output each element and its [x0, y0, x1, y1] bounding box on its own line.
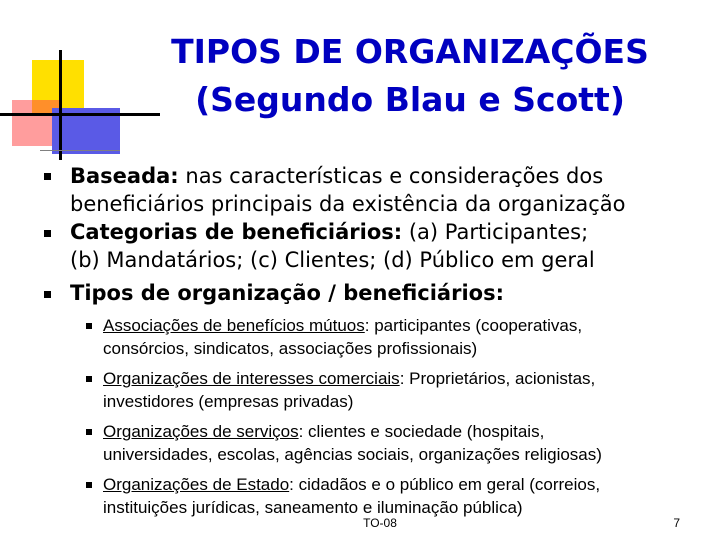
subbullet-2-text-cont: investidores (empresas privadas) — [103, 392, 354, 411]
bullet-1-text-cont: beneficiários principais da existência da organização — [70, 192, 626, 216]
bullet-2-text: (a) Participantes; — [402, 220, 589, 244]
subbullet-3-term: Organizações de serviços — [103, 422, 299, 441]
decor-vertical-line — [59, 50, 62, 160]
subbullet-marker — [86, 429, 92, 435]
subbullet-4-term: Organizações de Estado — [103, 475, 290, 494]
subbullet-1-text: : participantes (cooperativas, — [364, 316, 583, 335]
subbullet-3-text: : clientes e sociedade (hospitais, — [298, 422, 545, 441]
subbullet-4-text-cont: instituições jurídicas, saneamento e iluminação pública) — [103, 498, 523, 517]
bullet-marker — [44, 230, 51, 237]
bullet-1-text: nas características e considerações dos — [178, 164, 604, 188]
subbullet-1 — [103, 314, 703, 360]
footer-label: TO-08 — [363, 516, 397, 530]
subbullet-marker — [86, 482, 92, 488]
subbullet-marker — [86, 376, 92, 382]
bullet-marker — [44, 173, 51, 180]
subbullet-1-term: Associações de benefícios mútuos — [103, 316, 365, 335]
subbullet-4 — [103, 473, 703, 519]
bullet-3 — [70, 279, 710, 307]
page-number: 7 — [673, 516, 680, 530]
subbullet-4-text: : cidadãos e o público em geral (correios, — [289, 475, 601, 494]
subbullet-1-text-cont: consórcios, sindicatos, associações profissionais) — [103, 339, 478, 358]
subbullet-2-text: : Proprietários, acionistas, — [399, 369, 596, 388]
slide-title — [130, 28, 690, 124]
subbullet-marker — [86, 323, 92, 329]
bullet-3-bold: Tipos de organização / beneficiários: — [70, 281, 504, 305]
bullet-1-bold: Baseada: — [70, 164, 179, 188]
subbullet-3 — [103, 420, 703, 466]
bullet-2 — [70, 218, 710, 274]
subbullet-2-term: Organizações de interesses comerciais — [103, 369, 400, 388]
title-line-1: TIPOS DE ORGANIZAÇÕES — [171, 32, 649, 71]
bullet-2-bold: Categorias de beneficiários: — [70, 220, 403, 244]
decor-thin-line — [40, 150, 120, 151]
subbullet-2 — [103, 367, 703, 413]
subbullet-3-text-cont: universidades, escolas, agências sociais, organizações religiosas) — [103, 445, 602, 464]
bullet-marker — [44, 291, 51, 298]
title-line-2: (Segundo Blau e Scott) — [195, 80, 625, 119]
bullet-2-text-cont: (b) Mandatários; (c) Clientes; (d) Público em geral — [70, 248, 595, 272]
bullet-1 — [70, 162, 710, 218]
